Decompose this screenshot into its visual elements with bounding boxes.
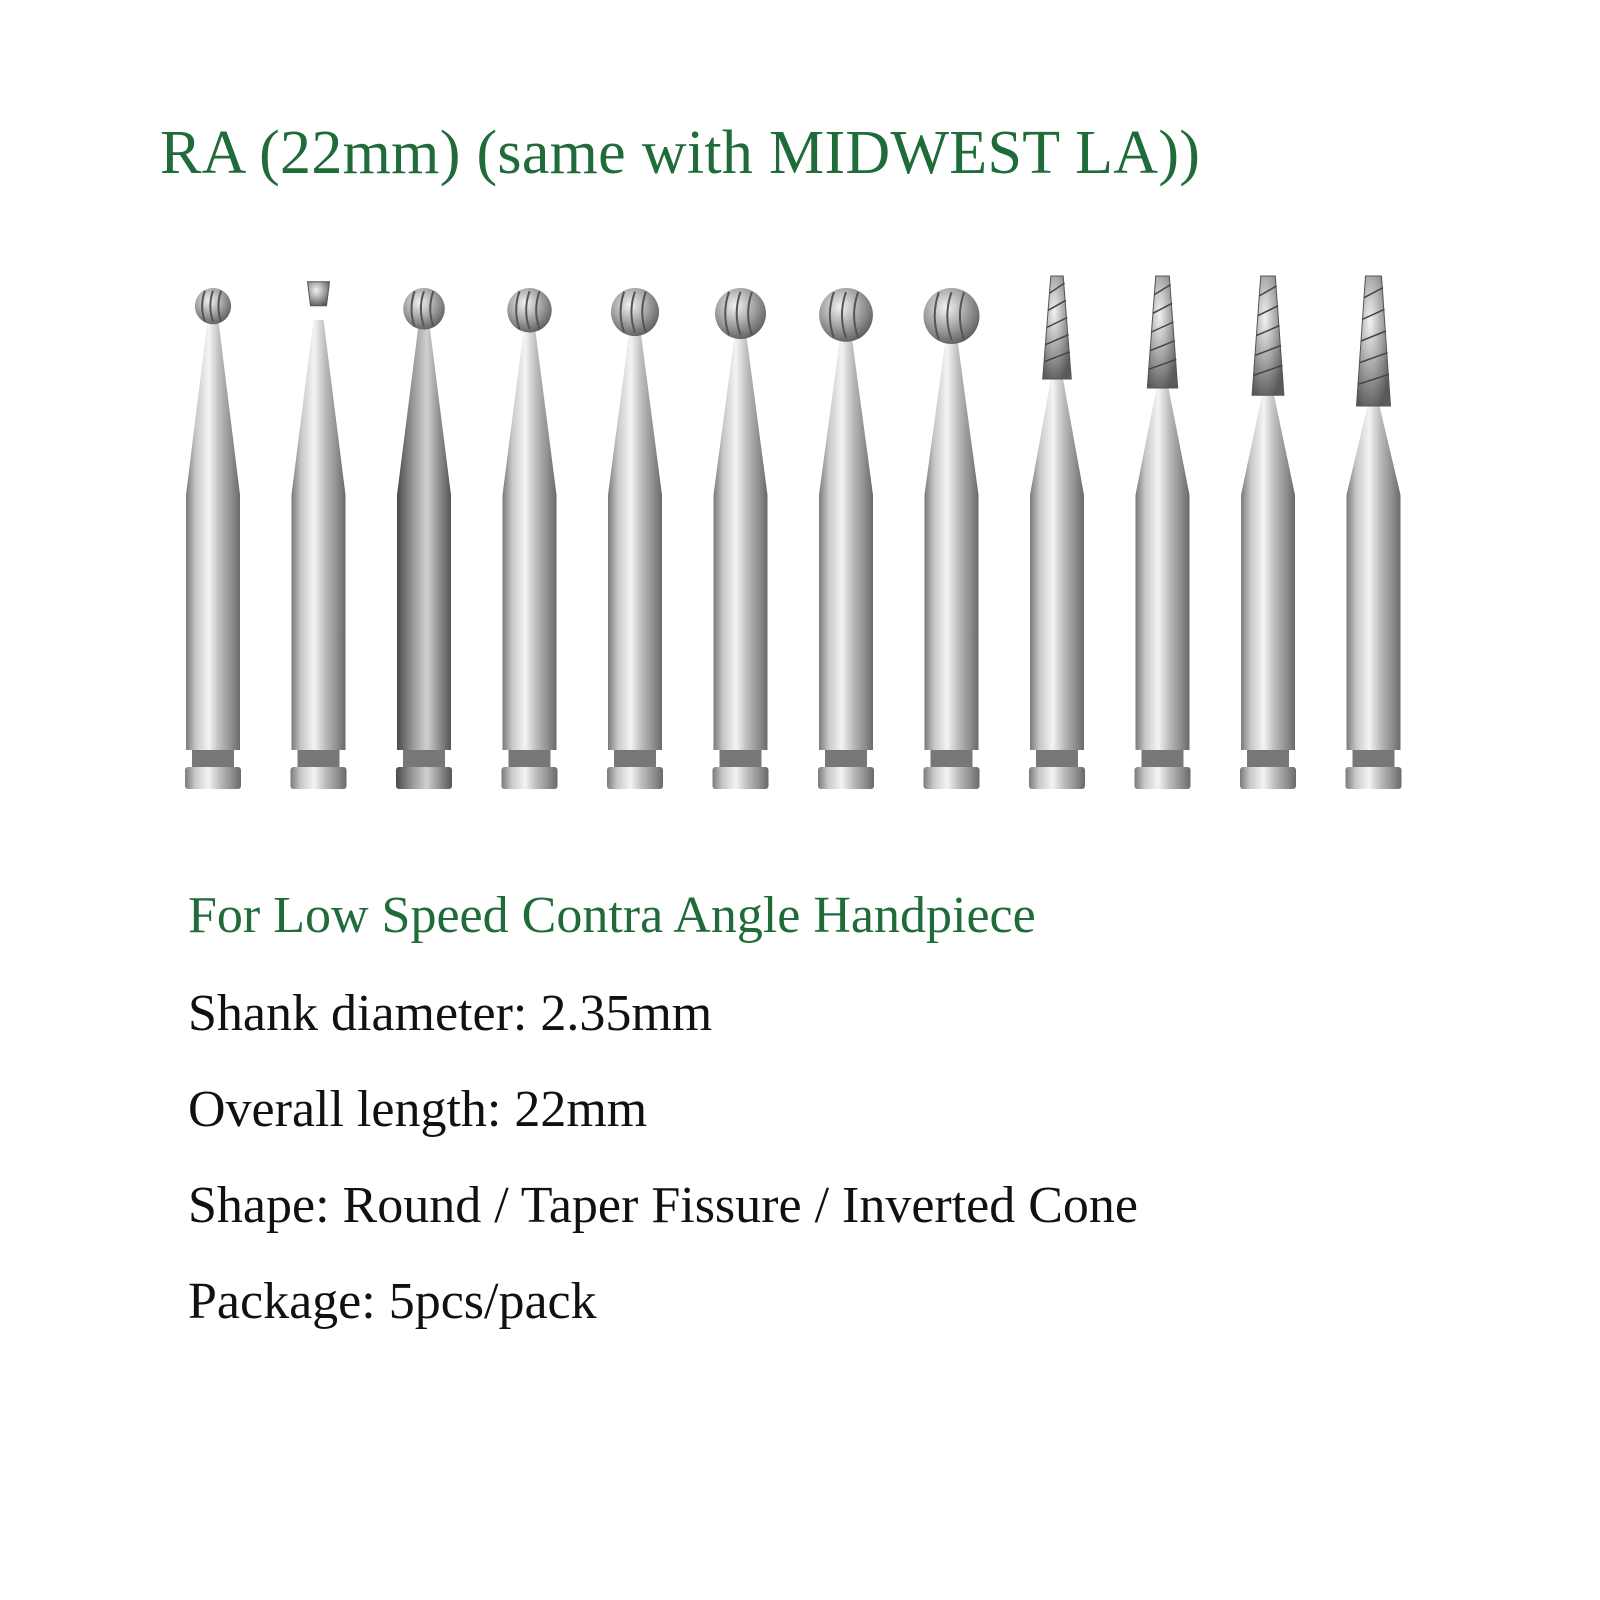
bur-groove xyxy=(1353,750,1395,767)
spec-heading: For Low Speed Contra Angle Handpiece xyxy=(188,887,1036,944)
bur-shank xyxy=(1136,495,1190,750)
bur-latch xyxy=(818,767,874,789)
bur-4 xyxy=(502,288,558,789)
spec-shape: Shape: Round / Taper Fissure / Inverted Cone xyxy=(188,1177,1139,1234)
bur-12 xyxy=(1346,276,1402,789)
bur-neck xyxy=(1347,406,1401,495)
bur-latch xyxy=(502,767,558,789)
bur-shank xyxy=(819,495,873,750)
bur-6 xyxy=(713,288,769,789)
bur-1 xyxy=(185,288,241,789)
bur-shank xyxy=(714,495,768,750)
bur-latch xyxy=(1346,767,1402,789)
bur-latch xyxy=(185,767,241,789)
bur-head-round xyxy=(715,288,766,339)
bur-shank xyxy=(1030,495,1084,750)
bur-latch xyxy=(291,767,347,789)
bur-neck xyxy=(186,317,240,495)
bur-10 xyxy=(1135,276,1191,789)
bur-11 xyxy=(1240,276,1296,789)
bur-head-round xyxy=(507,288,551,332)
bur-shank xyxy=(608,495,662,750)
bur-neck xyxy=(819,331,873,495)
bur-groove xyxy=(825,750,867,767)
spec-package: Package: 5pcs/pack xyxy=(188,1273,597,1330)
bur-head-round xyxy=(924,288,980,344)
bur-head-round xyxy=(819,288,873,342)
bur-8 xyxy=(924,288,980,789)
bur-latch xyxy=(607,767,663,789)
bur-groove xyxy=(1036,750,1078,767)
bur-neck xyxy=(292,320,346,495)
bur-5 xyxy=(607,288,663,789)
page-title: RA (22mm) (same with MIDWEST LA)) xyxy=(160,119,1201,187)
bur-groove xyxy=(192,750,234,767)
bur-neck xyxy=(1241,395,1295,495)
bur-groove xyxy=(509,750,551,767)
bur-head-round xyxy=(611,288,659,336)
bur-groove xyxy=(720,750,762,767)
bur-latch xyxy=(1029,767,1085,789)
bur-neck xyxy=(503,324,557,495)
bur-7 xyxy=(818,288,874,789)
bur-latch xyxy=(1135,767,1191,789)
bur-groove xyxy=(403,750,445,767)
bur-neck xyxy=(714,329,768,495)
bur-latch xyxy=(924,767,980,789)
bur-neck xyxy=(1136,388,1190,495)
bur-set-image xyxy=(0,270,1600,830)
bur-groove xyxy=(931,750,973,767)
bur-2 xyxy=(291,282,347,789)
bur-latch xyxy=(713,767,769,789)
bur-9 xyxy=(1029,276,1085,789)
spec-shank-diameter: Shank diameter: 2.35mm xyxy=(188,985,713,1042)
bur-groove xyxy=(614,750,656,767)
bur-latch xyxy=(1240,767,1296,789)
bur-groove xyxy=(298,750,340,767)
bur-shank xyxy=(397,495,451,750)
bur-3 xyxy=(396,288,452,789)
bur-shank xyxy=(925,495,979,750)
bur-groove xyxy=(1247,750,1289,767)
spec-overall-length: Overall length: 22mm xyxy=(188,1081,648,1138)
bur-neck xyxy=(397,321,451,495)
bur-latch xyxy=(396,767,452,789)
bur-neck xyxy=(1030,379,1084,495)
bur-shank xyxy=(292,495,346,750)
bur-shank xyxy=(1241,495,1295,750)
bur-neck xyxy=(608,326,662,495)
bur-neck xyxy=(925,333,979,495)
bur-groove xyxy=(1142,750,1184,767)
bur-head-inverted-cone xyxy=(308,282,330,306)
bur-shank xyxy=(186,495,240,750)
bur-shank xyxy=(503,495,557,750)
bur-shank xyxy=(1347,495,1401,750)
